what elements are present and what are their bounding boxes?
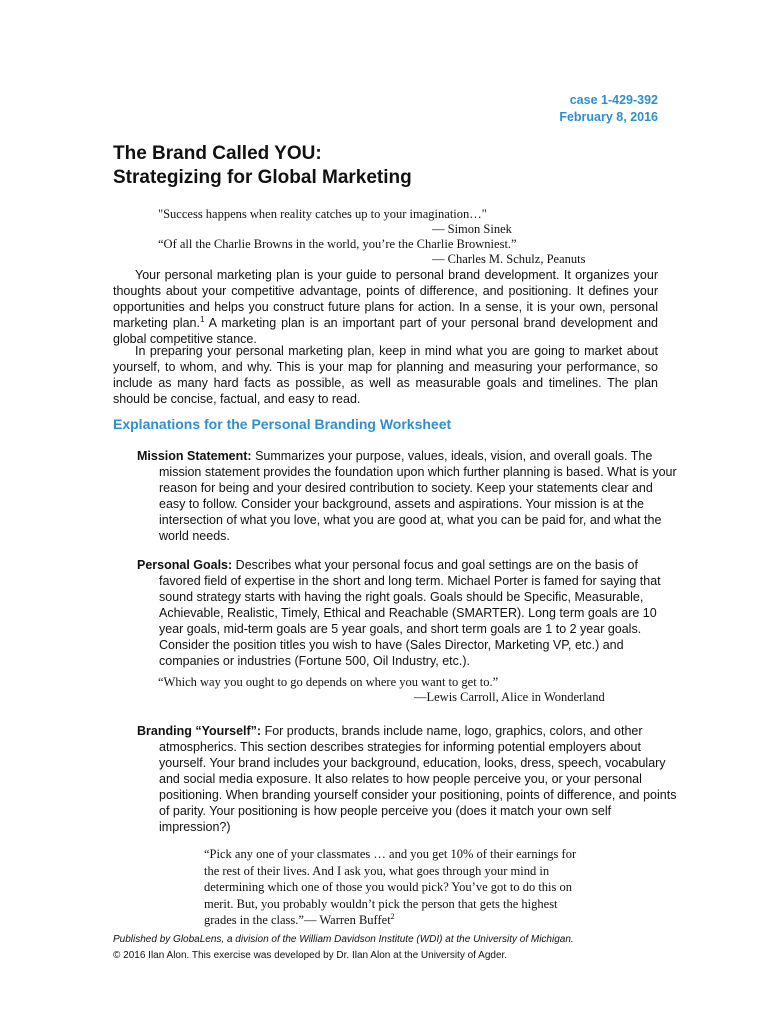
mission-statement-entry — [137, 448, 681, 544]
title-line-1: The Brand Called YOU: — [113, 143, 322, 164]
branding-yourself-label: Branding “Yourself”: — [137, 724, 262, 738]
section-heading: Explanations for the Personal Branding Worksheet — [113, 416, 452, 432]
case-date: February 8, 2016 — [559, 110, 658, 124]
intro-paragraph-2: In preparing your personal marketing plan, keep in mind what you are going to market about yourself, to whom, and why. This is your map for planning and measuring your performance, so include as many hard facts as possible, as well as measurable goals and timelines. The plan should be concise, factual, and easy to read. — [113, 344, 658, 406]
epigraph-schulz-attribution: — Charles M. Schulz, Peanuts — [432, 252, 586, 266]
case-header — [559, 92, 658, 126]
intro-paragraph-1 — [113, 267, 658, 347]
personal-goals-entry — [137, 557, 681, 669]
copyright-note: © 2016 Ilan Alon. This exercise was developed by Dr. Ilan Alon at the University of Agder. — [113, 950, 508, 961]
carroll-attribution: —Lewis Carroll, Alice in Wonderland — [414, 690, 605, 704]
mission-statement-label: Mission Statement: — [137, 449, 252, 463]
publisher-note: Published by GlobaLens, a division of the William Davidson Institute (WDI) at the University of Michigan. — [113, 934, 574, 945]
mission-statement-text: Summarizes your purpose, values, ideals, vision, and overall goals. The mission statement provides the foundation upon which further planning is based. What is your reason for being and your desired contribution to society. Keep your statements clear and easy to follow. Consider your background, assets and aspirations. Your mission is at the intersection of what you love, what you are good at, what you can be paid for, and what the world needs. — [159, 449, 677, 543]
buffett-quote-block — [204, 846, 586, 929]
intro-p1-text-cont: A marketing plan is an important part of your personal brand development and global competitive stance. — [113, 316, 658, 346]
footnote-ref-2: 2 — [390, 911, 395, 921]
buffett-quote: “Pick any one of your classmates … and you get 10% of their earnings for the rest of their lives. And I ask you, what goes through your mind in determining which one of those you would pick? You’ve got to do this on merit. But, you probably wouldn’t pick the person that gets the highest grades in the class.”— Warren Buffet — [204, 847, 577, 927]
epigraph-schulz-quote: “Of all the Charlie Browns in the world, you’re the Charlie Browniest.” — [158, 237, 517, 251]
personal-goals-text: Describes what your personal focus and goal settings are on the basis of favored field of expertise in the short and long term. Michael Porter is famed for saying that sound strategy starts with having the right goals. Goals should be Specific, Measurable, Achievable, Realistic, Timely, Ethical and Reachable (SMARTER). Long term goals are 10 year goals, mid-term goals are 5 year goals, and short term goals are 1 to 2 year goals. Consider the position titles you wish to have (Sales Director, Marketing VP, etc.) and companies or industries (Fortune 500, Oil Industry, etc.). — [159, 558, 661, 668]
carroll-quote: “Which way you ought to go depends on where you want to get to.” — [158, 675, 499, 689]
branding-yourself-text: For products, brands include name, logo, graphics, colors, and other atmospherics. This section describes strategies for informing potential employers about yourself. Your brand includes your background, education, looks, dress, speech, vocabulary and social media exposure. It also relates to how people perceive you, or your personal positioning. When branding yourself consider your positioning, points of difference, and points of parity. Your positioning is how people perceive you (does it match your own self impression?) — [159, 724, 677, 834]
intro-p1-text: Your personal marketing plan is your guide to personal brand development. It organizes your thoughts about your competitive advantage, points of difference, and positioning. It defines your opportunities and helps you construct future plans for action. In a sense, it is your own, personal marketing plan. — [113, 268, 658, 330]
title-line-2: Strategizing for Global Marketing — [113, 167, 412, 188]
branding-yourself-entry — [137, 723, 681, 835]
case-number: case 1-429-392 — [569, 93, 658, 107]
personal-goals-label: Personal Goals: — [137, 558, 233, 572]
document-title — [113, 142, 412, 190]
epigraph-sinek-attribution: — Simon Sinek — [432, 222, 512, 236]
epigraph-sinek-quote: "Success happens when reality catches up to your imagination…" — [158, 207, 487, 221]
footnote-ref-1: 1 — [199, 314, 205, 324]
